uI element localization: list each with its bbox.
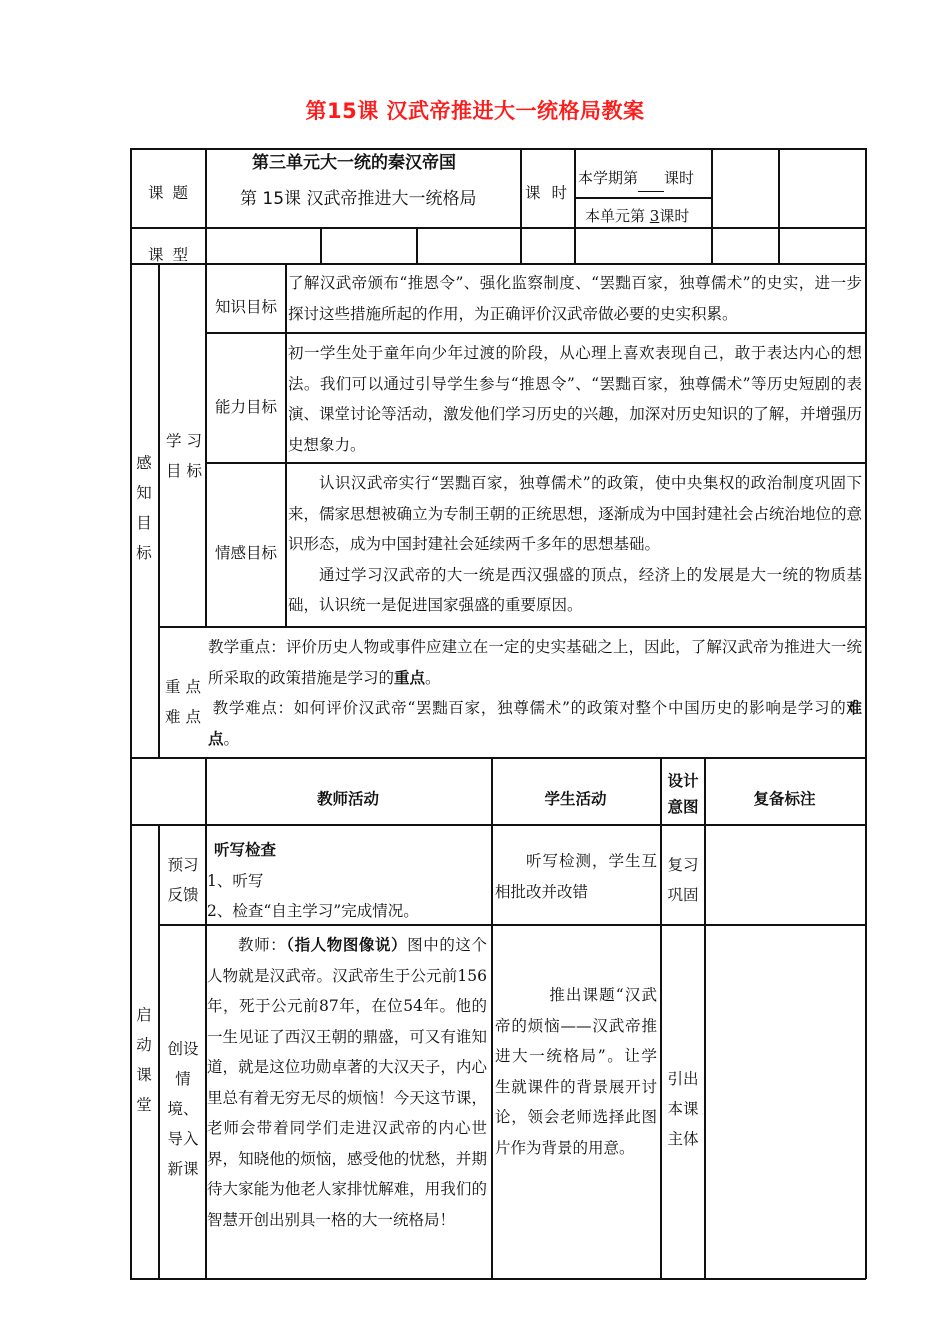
preview-item-2: 2、检查“自主学习”完成情况。: [207, 902, 419, 920]
preview-student-text: 听写检测，学生互相批改并改错: [495, 852, 657, 901]
learn-goals-label: 学 习 目 标: [166, 432, 202, 480]
ability-text: 初一学生处于童年向少年过渡的阶段，从心理上喜欢表现自己，敢于表达内心的想法。我们可以通过引导学生参与“推恩令”、“罢黜百家，独尊儒术”等历史短剧的表演、课堂讨论等活动，激发他们学习历史的兴趣，加深对历史知识的了解，并增强历史想象力。: [288, 344, 862, 454]
design-intent-header: 设计意图: [667, 772, 699, 816]
teacher-activity-header: 教师活动: [316, 790, 379, 808]
hours-term: 本学期第 课时: [578, 164, 710, 192]
student-activity-header: 学生活动: [544, 790, 607, 808]
ability-label: 能力目标: [214, 398, 277, 416]
review-notes-header: 复备标注: [753, 790, 816, 808]
topic-label: 课 题: [148, 184, 188, 202]
intro-teacher-text: 教师：（指人物图像说）图中的这个人物就是汉武帝。汉武帝生于公元前156年，死于公元前87年，在位54年。他的一生见证了西汉王朝的鼎盛，可又有谁知道，就是这位功勋卓著的大汉天子，内心里总有着无穷无尽的烦恼！今天这节课，老师会带着同学们走进汉武帝的内心世界，知晓他的烦恼，感受他的忧愁，并期待大家能为他老人家排忧解难，用我们的智慧开创出别具一格的大一统格局！: [207, 935, 487, 1229]
preview-heading: 听写检查: [214, 841, 277, 859]
preview-item-1: 1、听写: [207, 872, 264, 890]
process-group-label: 启 动 课 堂: [136, 1006, 152, 1114]
key-difficult-text: 教学重点：评价历史人物或事件应建立在一定的史实基础之上，因此，了解汉武帝为推进大一统所采取的政策措施是学习的重点。 教学难点：如何评价汉武帝“罢黜百家，独尊儒术”的政策对整个中国历史的影响是学习的难点。: [208, 638, 862, 748]
intro-label: 创设情境、导入新课: [167, 1040, 199, 1178]
goals-group-label: 感 知 目 标: [136, 454, 152, 562]
hours-unit: 本单元第 3课时: [585, 207, 690, 225]
emotion-text: 认识汉武帝实行“罢黜百家，独尊儒术”的政策，使中央集权的政治制度巩固下来，儒家思想被确立为专制王朝的正统思想，逐渐成为中国封建社会占统治地位的意识形态，成为中国封建社会延续两千多年的思想基础。 通过学习汉武帝的大一统是西汉强盛的顶点，经济上的发展是大一统的物质基础，认识统一是促进国家强盛的重要原因。: [288, 474, 862, 614]
page-title: 第15课 汉武帝推进大一统格局教案: [305, 99, 645, 123]
knowledge-label: 知识目标: [214, 298, 277, 316]
topic-lesson: 第 15课 汉武帝推进大一统格局: [240, 189, 477, 209]
emotion-label: 情感目标: [214, 544, 277, 562]
topic-unit: 第三单元大一统的秦汉帝国: [252, 153, 456, 173]
intro-student-text: 推出课题“汉武帝的烦恼——汉武帝推进大一统格局”。让学生就课件的背景展开讨论，领会老师选择此图片作为背景的用意。: [495, 986, 657, 1157]
preview-label: 预习反馈: [167, 856, 199, 904]
type-label: 课 型: [148, 246, 188, 264]
hours-label: 课 时: [525, 184, 567, 202]
intro-design-text: 引出本课主体: [667, 1070, 699, 1148]
knowledge-text: 了解汉武帝颁布“推恩令”、强化监察制度、“罢黜百家，独尊儒术”的史实，进一步探讨这些措施所起的作用，为正确评价汉武帝做必要的史实积累。: [288, 274, 862, 323]
key-difficult-label: 重 点 难 点: [165, 678, 201, 726]
preview-design-text: 复习巩固: [667, 856, 699, 904]
